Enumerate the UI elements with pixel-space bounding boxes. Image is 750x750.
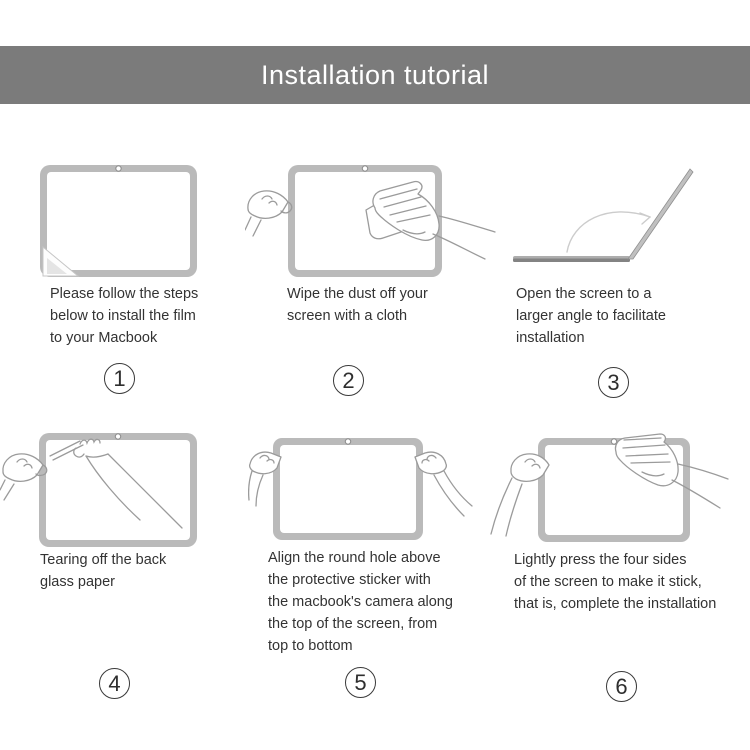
- caption-line: top to bottom: [268, 638, 353, 654]
- header-bar: [0, 46, 750, 104]
- step-number: 4: [108, 670, 121, 696]
- camera-hole-icon: [345, 439, 350, 444]
- step-2-number-badge: [333, 365, 364, 396]
- caption-line: Please follow the steps: [50, 286, 199, 302]
- step-5-illustration: [248, 430, 510, 550]
- caption-line: of the screen to make it stick,: [514, 574, 702, 590]
- step-number: 2: [342, 367, 355, 393]
- step-number: 6: [615, 673, 628, 699]
- step-number: 5: [354, 669, 367, 695]
- caption-line: Wipe the dust off your: [287, 286, 428, 302]
- caption-line: Open the screen to a: [516, 286, 652, 302]
- step-3-caption: [516, 283, 666, 349]
- caption-line: Lightly press the four sides: [514, 552, 687, 568]
- step-3-illustration: [502, 160, 702, 266]
- step-4-number-badge: [99, 668, 130, 699]
- left-pinch-hand-icon: [245, 191, 292, 236]
- right-holding-hand-icon: [415, 452, 472, 516]
- page-title: Installation tutorial: [260, 59, 490, 90]
- step-4-caption: [40, 549, 166, 593]
- camera-hole-icon: [116, 166, 121, 171]
- step-6-number-badge: [606, 671, 637, 702]
- camera-hole-icon: [611, 439, 616, 444]
- step-2-caption: [287, 283, 428, 327]
- caption-line: Align the round hole above: [268, 550, 441, 566]
- step-1-caption: [50, 283, 198, 349]
- caption-line: installation: [516, 330, 585, 346]
- caption-line: the top of the screen, from: [268, 616, 438, 632]
- caption-line: glass paper: [40, 574, 115, 590]
- step-3-number-badge: [598, 367, 629, 398]
- step-6-caption: [514, 549, 716, 615]
- caption-line: Tearing off the back: [40, 552, 167, 568]
- step-number: 3: [607, 369, 620, 395]
- step-1-illustration: [37, 161, 201, 279]
- step-number: 1: [113, 365, 126, 391]
- camera-hole-icon: [115, 434, 120, 439]
- step-6-illustration: [488, 428, 750, 552]
- step-2-illustration: [245, 158, 507, 284]
- step-4-illustration: [0, 428, 232, 556]
- camera-hole-icon: [362, 166, 367, 171]
- caption-line: screen with a cloth: [287, 308, 408, 324]
- caption-line: larger angle to facilitate: [516, 308, 666, 324]
- caption-line: below to install the film: [50, 308, 196, 324]
- step-5-number-badge: [345, 667, 376, 698]
- caption-line: the macbook's camera along: [268, 594, 453, 610]
- caption-line: that is, complete the installation: [514, 596, 717, 612]
- caption-line: to your Macbook: [50, 330, 158, 346]
- caption-line: the protective sticker with: [268, 572, 431, 588]
- step-5-caption: [268, 547, 453, 657]
- step-1-number-badge: [104, 363, 135, 394]
